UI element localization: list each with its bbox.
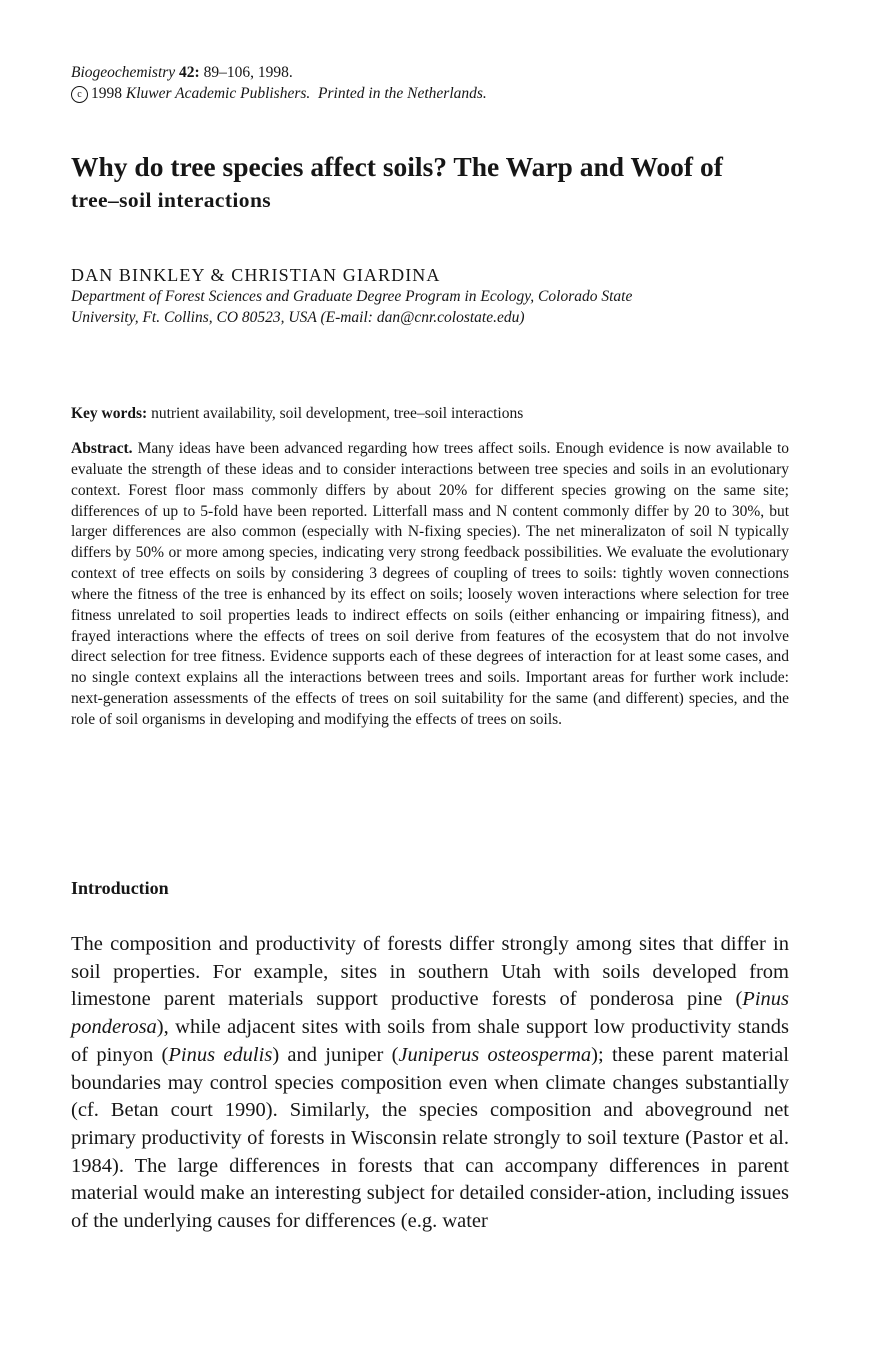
journal-volume: 42: xyxy=(179,64,200,81)
article-title: Why do tree species affect soils? The Warp and Woof of xyxy=(71,151,723,182)
abstract xyxy=(71,439,789,731)
keywords xyxy=(71,403,523,424)
keywords-label: Key words: xyxy=(71,405,148,422)
citation-line xyxy=(71,62,487,83)
journal-pages-year: 89–106, 1998. xyxy=(203,64,293,81)
species-name: Pinus ponderosa xyxy=(71,988,789,1039)
keywords-text: nutrient availability, soil development, tree–soil interactions xyxy=(151,405,524,422)
article-subtitle: tree–soil interactions xyxy=(71,188,272,212)
author-affiliation xyxy=(71,286,811,328)
introduction-paragraph xyxy=(71,931,789,1236)
intro-text: ), while adjacent sites with soils from shale support low productivity stands of pinyon ( xyxy=(71,1016,789,1066)
section-heading-introduction: Introduction xyxy=(71,878,169,898)
affiliation-line: Department of Forest Sciences and Graduate Degree Program in Ecology, Colorado State xyxy=(71,288,633,305)
copyright-year: 1998 xyxy=(91,85,122,102)
species-name: Juniperus osteosperma xyxy=(398,1043,592,1066)
intro-text: ) and juniper ( xyxy=(272,1043,399,1066)
affiliation-line: University, Ft. Collins, CO 80523, USA (E-mail: dan@cnr.colostate.edu) xyxy=(71,309,525,326)
intro-text: ); these parent material boundaries may control species composition even when climate changes substantially (cf. Betan court 1990). Similarly, the species composition and aboveground net primary productivity of forests in Wisconsin relate strongly to soil texture (Pastor et al. 1984). The large differences in forests that can accompany differences in parent material would make an interesting subject for detailed consider-ation, including issues of the underlying causes for differences (e.g. water xyxy=(71,1043,789,1233)
abstract-text: Many ideas have been advanced regarding how trees affect soils. Enough evidence is now available to evaluate the strength of these ideas and to consider interactions between tree species and soils in an evolutionary context. Forest floor mass commonly differs by about 20% for different species growing on the same site; differences of up to 5-fold have been reported. Litterfall mass and N content commonly differ by 20 to 30%, but larger differences are also common (especially with N-fixing species). The net mineralizaton of soil N typically differs by 50% or more among species, indicating very strong feedback possibilities. We evaluate the evolutionary context of tree effects on soils by considering 3 degrees of coupling of trees to soils: tightly woven connections where the fitness of the tree is enhanced by its effect on soils; loosely woven interactions where selection for tree fitness unrelated to soil properties leads to indirect effects on soils (either enhancing or impairing fitness), and frayed interactions where the effects of trees on soil derive from features of the ecosystem that do not involve direct selection for tree fitness. Evidence supports each of these degrees of interaction for at least some cases, and no single context explains all the interactions between trees and soils. Important areas for further work include: next-generation assessments of the effects of trees on soil suitability for the same (and different) species, and the role of soil organisms in developing and modifying the effects of trees on soils. xyxy=(71,440,790,728)
citation-header xyxy=(71,62,487,104)
abstract-label: Abstract. xyxy=(71,440,133,457)
printed-location: Printed in the Netherlands. xyxy=(318,85,487,102)
copyright-icon: c xyxy=(71,86,88,103)
author-names: DAN BINKLEY & CHRISTIAN GIARDINA xyxy=(71,265,441,285)
publisher-name: Kluwer Academic Publishers. xyxy=(125,85,311,102)
copyright-line xyxy=(71,83,487,104)
intro-text: The composition and productivity of forests differ strongly among sites that differ in soil properties. For example, sites in southern Utah with soils developed from limestone parent materials support productive forests of ponderosa pine ( xyxy=(71,933,789,1011)
species-name: Pinus edulis xyxy=(168,1043,273,1066)
journal-name: Biogeochemistry xyxy=(71,64,176,81)
